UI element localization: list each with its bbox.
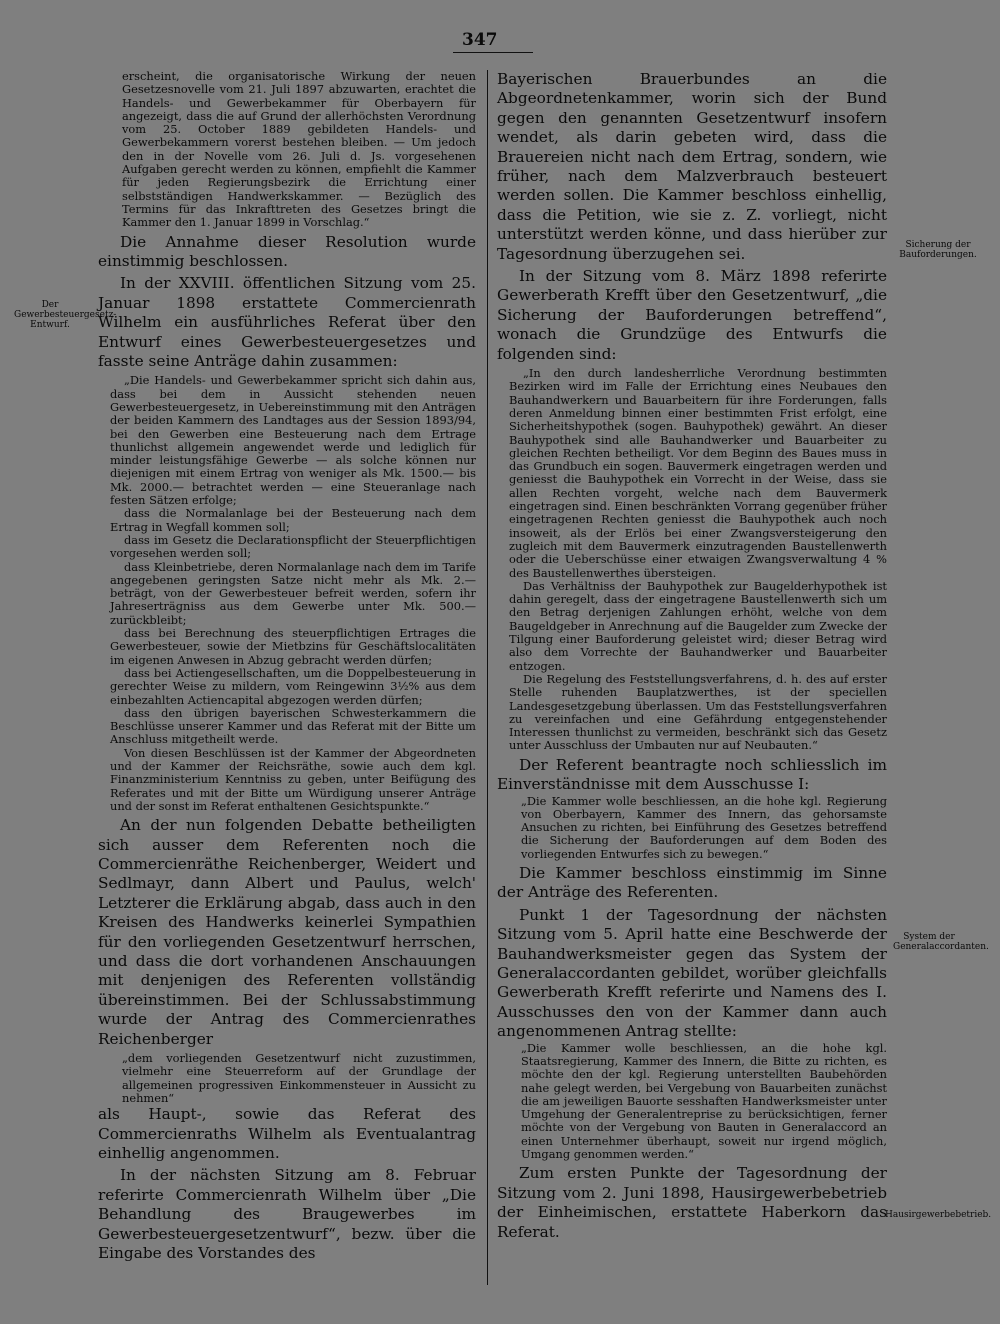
column-divider	[487, 70, 488, 1285]
paragraph: „dem vorliegenden Gesetzentwurf nicht zuzustimmen, vielmehr eine Steuerreform auf der Grundlage der allgemeinen progressiven Einkommensteuer in Aussicht zu nehmen“	[122, 1051, 476, 1105]
paragraph: „Die Kammer wolle beschliessen, an die hohe kgl. Regierung von Oberbayern, Kammer des Innern, das gehorsamste Ansuchen zu richten, bei Einführung des Gesetzes betreffend die Sicherung der Bauforderungen auf dem Boden des vorliegenden Entwurfes sich zu bewegen.“	[521, 793, 887, 861]
paragraph: Die Kammer beschloss einstimmig im Sinne der Anträge des Referenten.	[497, 864, 887, 902]
right-column	[497, 70, 887, 1242]
paragraph: Punkt 1 der Tagesordnung der nächsten Sitzung vom 5. April hatte eine Beschwerde der Bauhandwerksmeister gegen das System der Generalaccordanten gebildet, worüber gleichfalls Gewerberath Krefft referirte und Namens des I. Ausschusses den von der Kammer dann auch angenommenen Antrag stellte:	[497, 905, 887, 1041]
paragraph: An der nun folgenden Debatte betheiligten sich ausser dem Referenten noch die Commercienräthe Reichenberger, Weidert und Sedlmayr, dann Albert und Paulus, welch' Letzterer die Erklärung abgab, dass auch in den Kreisen des Handwerks keinerlei Sympathien für den vorliegenden Gesetzentwurf herrschen, und dass die dort vorhandenen Anschauungen mit denjenigen des Referenten vollständig übereinstimmen. Bei der Schlussabstimmung wurde der Antrag des Commercienrathes Reichenberger	[98, 816, 476, 1048]
paragraph: erscheint, die organisatorische Wirkung der neuen Gesetzesnovelle vom 21. Juli 1897 abzuwarten, erachtet die Handels- und Gewerbekammer für Oberbayern für angezeigt, dass die auf Grund der allerhöchsten Verordnung vom 25. October 1889 gebildeten Handels- und Gewerbekammern vorerst bestehen bleiben. — Um jedoch den in der Novelle vom 26. Juli d. Js. vorgesehenen Aufgaben gerecht werden zu können, empfiehlt die Kammer für jeden Regierungsbezirk die Errichtung einer selbstständigen Handwerkskammer. — Bezüglich des Termins für das Inkrafttreten des Gesetzes bringt die Kammer den 1. Januar 1899 in Vorschlag.“	[122, 69, 476, 230]
paragraph: dass Kleinbetriebe, deren Normalanlage nach dem im Tarife angegebenen geringsten Satze nicht mehr als Mk. 2.— beträgt, von der Gewerbesteuer befreit werden, sofern ihr Jahreserträgniss aus dem Gewerbe unter Mk. 500.— zurückbleibt;	[110, 559, 476, 627]
margin-note-generalaccordanten: System der Generalaccordanten.	[893, 932, 989, 952]
header-rule	[453, 52, 533, 53]
page-number: 347	[462, 30, 498, 50]
paragraph: dass die Normalanlage bei der Besteuerung nach dem Ertrag in Wegfall kommen soll;	[110, 506, 476, 534]
paragraph: In der nächsten Sitzung am 8. Februar referirte Commercienrath Wilhelm über „Die Behandlung des Braugewerbes im Gewerbesteuergesetzentwurf“, bezw. über die Eingabe des Vorstandes des	[98, 1166, 476, 1263]
paragraph: Von diesen Beschlüssen ist der Kammer der Abgeordneten und der Kammer der Reichsräthe, sowie auch dem kgl. Finanzministerium Kenntniss zu geben, unter Beifügung des Referates und mit der Bitte um Würdigung unserer Anträge und der sonst im Referat enthaltenen Gesichtspunkte.“	[110, 745, 476, 813]
paragraph: Das Verhältniss der Bauhypothek zur Baugelderhypothek ist dahin geregelt, dass der eingetragene Baustellenwerth sich um den Betrag derjenigen Zahlungen erhöht, welche von dem Baugeldgeber in Anrechnung auf die Baugelder zum Zwecke der Tilgung einer Bauforderung geleistet wird; dieser Betrag wird also dem Vorrechte der Bauhandwerker und Bauarbeiter entzogen.	[509, 578, 887, 673]
paragraph: Der Referent beantragte noch schliesslich im Einverständnisse mit dem Ausschusse I:	[497, 755, 887, 794]
paragraph: Die Regelung des Feststellungsverfahrens, d. h. des auf erster Stelle ruhenden Bauplatzwerthes, ist der speciellen Landesgesetzgebung überlassen. Um das Feststellungsverfahren zu vereinfachen und eine Gefährdung entgegenstehender Interessen thunlichst zu vermeiden, beschränkt sich das Gesetz unter Ausschluss der Umbauten nur auf Neubauten.“	[509, 671, 887, 753]
paragraph: dass bei Actiengesellschaften, um die Doppelbesteuerung in gerechter Weise zu mildern, vom Reingewinn 3½% aus dem einbezahlten Actiencapital abgezogen werden dürfen;	[110, 665, 476, 707]
paragraph: dass bei Berechnung des steuerpflichtigen Ertrages die Gewerbesteuer, sowie der Mietbzins für Geschäftslocalitäten im eigenen Anwesen in Abzug gebracht werden dürfen;	[110, 626, 476, 667]
left-column	[98, 70, 476, 1264]
paragraph: dass den übrigen bayerischen Schwesterkammern die Beschlüsse unserer Kammer und das Referat mit der Bitte um Anschluss mitgetheilt werde.	[110, 705, 476, 747]
margin-note-bauforderungen: Sicherung der Bauforderungen.	[899, 240, 977, 260]
paragraph: In der XXVIII. öffentlichen Sitzung vom 25. Januar 1898 erstattete Commercienrath Wilhelm ein ausführliches Referat über den Entwurf eines Gewerbesteuergesetzes und fasste seine Anträge dahin zusammen:	[98, 274, 476, 370]
paragraph: „Die Kammer wolle beschliessen, an die hohe kgl. Staatsregierung, Kammer des Innern, die Bitte zu richten, es möchte den der kgl. Regierung unterstellten Baubehörden nahe gelegt werden, bei Vergebung von Bauarbeiten zunächst die am jeweiligen Bauorte sesshaften Handwerksmeister unter Umgehung der Generalentreprise zu berücksichtigen, ferner möchte von der Vergebung von Bauten in Generalaccord an einen Unternehmer überhaupt, soweit nur irgend möglich, Umgang genommen werden.“	[521, 1040, 887, 1162]
margin-note-gewerbesteuer: Der Gewerbesteuergesetz-Entwurf.	[14, 300, 117, 330]
paragraph: Die Annahme dieser Resolution wurde einstimmig beschlossen.	[98, 232, 476, 270]
paragraph: dass im Gesetz die Declarationspflicht der Steuerpflichtigen vorgesehen werden soll;	[110, 532, 476, 561]
paragraph: „In den durch landesherrliche Verordnung bestimmten Bezirken wird im Falle der Errichtung eines Neubaues den Bauhandwerkern und Bauarbeitern für ihre Forderungen, falls deren Anmeldung binnen einer bestimmten Frist erfolgt, eine Sicherheitshypothek (sogen. Bauhypothek) gewährt. An dieser Bauhypothek sind alle Bauhandwerker und Bauarbeiter zu gleichen Rechten betheiligt. Vor dem Beginn des Baues muss in das Grundbuch ein sogen. Bauvermerk eingetragen werden und geniesst die Bauhypothek ein Vorrecht in der Weise, dass sie allen Rechten vorgeht, welche nach dem Bauvermerk eingetragen sind. Einen beschränkten Vorrang gegenüber früher eingetragenen Rechten geniesst die Bauhypothek auch noch insoweit, als der Erlös bei einer Zwangsversteigerung den zugleich mit dem Bauvermerk einzutragenden Baustellenwerth oder die Ueberschüsse einer etwaigen Zwangsverwaltung 4 % des Baustellenwerthes übersteigen.	[509, 366, 887, 580]
paragraph: In der Sitzung vom 8. März 1898 referirte Gewerberath Krefft über den Gesetzentwurf, „die Sicherung der Bauforderungen betreffend“, wonach die Grundzüge des Entwurfs die folgenden sind:	[497, 267, 887, 363]
paragraph: „Die Handels- und Gewerbekammer spricht sich dahin aus, dass bei dem in Aussicht stehenden neuen Gewerbesteuergesetz, in Uebereinstimmung mit den Anträgen der beiden Kammern des Landtages aus der Session 1893/94, bei den Gewerben eine Besteuerung nach dem Ertrage thunlichst allgemein angewendet werde und lediglich für minder leistungsfähige Gewerbe — als solche können nur diejenigen mit einem Ertrag von weniger als Mk. 1500.— bis Mk. 2000.— betrachtet werden — eine Steueranlage nach festen Sätzen erfolge;	[110, 373, 476, 508]
paragraph: als Haupt-, sowie das Referat des Commercienraths Wilhelm als Eventualantrag einhellig angenommen.	[98, 1105, 476, 1163]
paragraph: Bayerischen Brauerbundes an die Abgeordnetenkammer, worin sich der Bund gegen den genannten Gesetzentwurf insofern wendet, als darin gebeten wird, dass die Brauereien nicht nach dem Ertrag, sondern, wie früher, nach dem Malzverbrauch besteuert werden sollen. Die Kammer beschloss einhellig, dass die Petition, wie sie z. Z. vorliegt, nicht unterstützt werden könne, und dass hierüber zur Tagesordnung überzugehen sei.	[497, 70, 887, 263]
margin-note-hausirgewerbe: Hausirgewerbebetrieb.	[885, 1210, 992, 1220]
paragraph: Zum ersten Punkte der Tagesordnung der Sitzung vom 2. Juni 1898, Hausirgewerbebetrieb der Einheimischen, erstattete Haberkorn das Referat.	[497, 1164, 887, 1241]
